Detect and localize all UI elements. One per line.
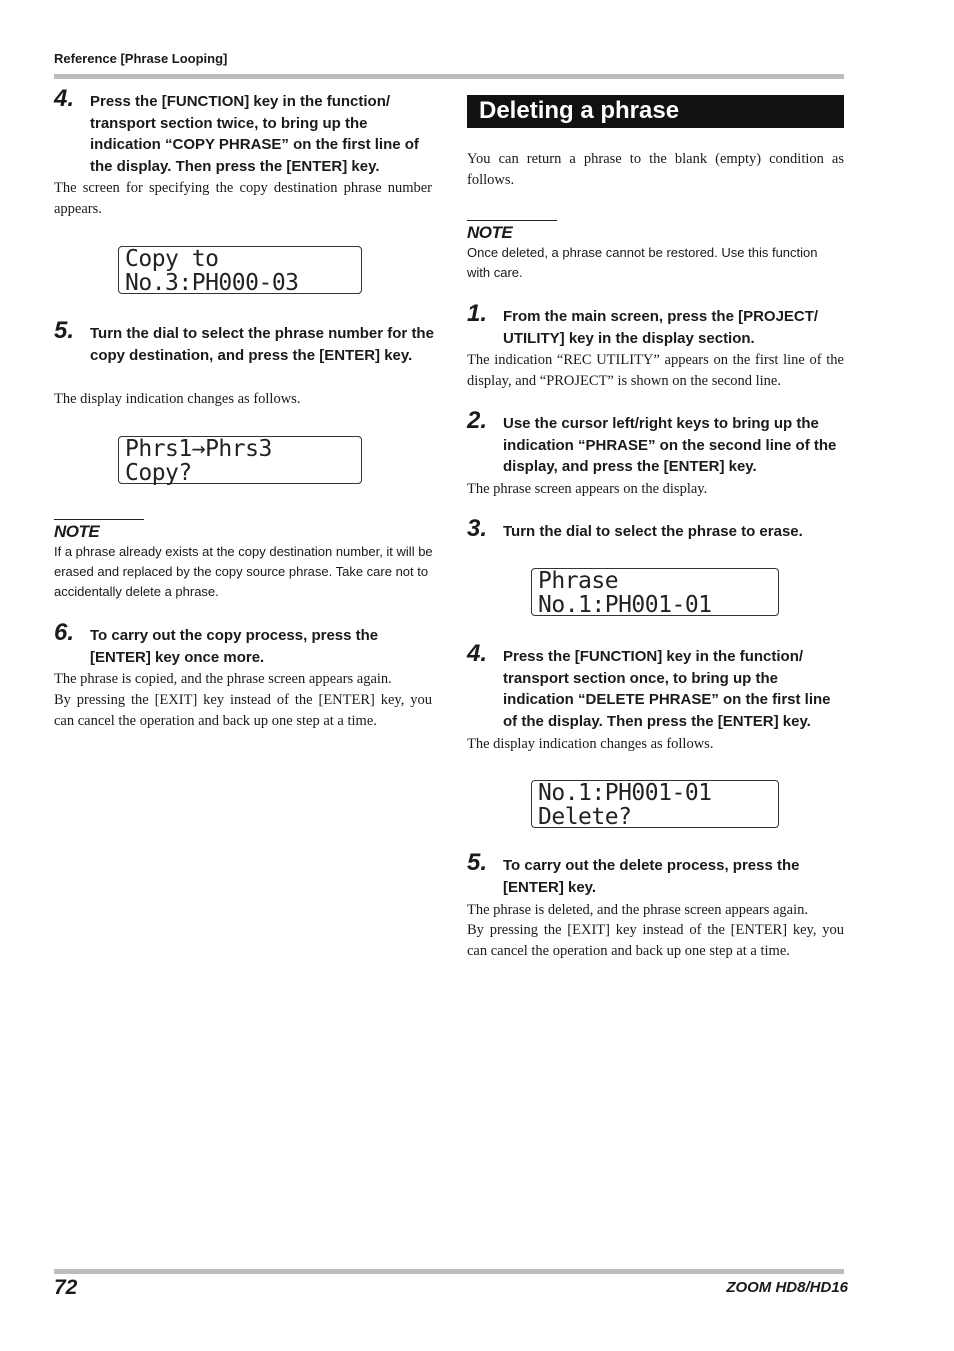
page-number: 72 (54, 1276, 78, 1299)
lcd-line-2: No.1:PH001-01 (538, 592, 712, 618)
step-number: 2. (467, 407, 488, 434)
step-number: 6. (54, 619, 75, 646)
step-instruction: Press the [FUNCTION] key in the function/ transport section twice, to bring up the indication “COPY PHRASE” on the first line of the display. Then press the [ENTER] key. (90, 93, 419, 175)
step-body: The phrase is copied, and the phrase screen appears again. (54, 671, 392, 687)
lcd-line-2: Copy? (125, 460, 192, 486)
step-instruction: From the main screen, press the [PROJECT/ UTILITY] key in the display section. (503, 308, 819, 347)
step-instruction: Press the [FUNCTION] key in the function/ transport section once, to bring up the indication “DELETE PHRASE” on the first line of the display. Then press the [ENTER] key. (503, 648, 831, 730)
lcd-display-phrase (531, 568, 779, 616)
lcd-line-2: No.3:PH000-03 (125, 270, 299, 296)
header-rule (54, 74, 844, 79)
lcd-display-copy-to (118, 246, 362, 294)
step-number: 4. (54, 85, 75, 112)
note-heading: NOTE (54, 519, 144, 542)
step-body: The display indication changes as follows. (467, 736, 714, 752)
lcd-display-delete (531, 780, 779, 828)
step-body: By pressing the [EXIT] key instead of the [ENTER] key, you can cancel the operation and back up one step at a time. (54, 692, 432, 729)
section-title: Deleting a phrase (467, 95, 844, 128)
lcd-line-1: Copy to (125, 246, 219, 272)
note-text: Once deleted, a phrase cannot be restored. Use this function with care. (467, 245, 818, 280)
lcd-line-2: Delete? (538, 804, 632, 830)
lcd-line-1: Phrs1→Phrs3 (125, 436, 272, 462)
step-instruction: Use the cursor left/right keys to bring up the indication “PHRASE” on the second line of the display, and press the [ENTER] key. (503, 415, 837, 475)
product-name: ZOOM HD8/HD16 (726, 1279, 848, 1296)
step-body: By pressing the [EXIT] key instead of the [ENTER] key, you can cancel the operation and back up one step at a time. (467, 922, 844, 959)
footer-rule (54, 1269, 844, 1274)
step-instruction: To carry out the delete process, press the [ENTER] key. (503, 857, 800, 896)
step-body: The display indication changes as follows. (54, 391, 301, 407)
note-heading: NOTE (467, 220, 557, 243)
running-header: Reference [Phrase Looping] (54, 51, 228, 66)
step-instruction: To carry out the copy process, press the [ENTER] key once more. (90, 627, 379, 666)
step-body: The phrase screen appears on the display. (467, 481, 708, 497)
step-number: 3. (467, 515, 488, 542)
step-number: 1. (467, 300, 488, 327)
step-number: 4. (467, 640, 488, 667)
step-number: 5. (54, 317, 75, 344)
step-instruction: Turn the dial to select the phrase number for the copy destination, and press the [ENTER] key. (90, 325, 434, 364)
note-text: If a phrase already exists at the copy destination number, it will be erased and replaced by the copy source phrase. Take care not to accidentally delete a phrase. (54, 544, 433, 599)
step-number: 5. (467, 849, 488, 876)
step-body: The screen for specifying the copy destination phrase number appears. (54, 180, 432, 217)
lcd-display-copy-confirm (118, 436, 362, 484)
step-instruction: Turn the dial to select the phrase to erase. (503, 523, 803, 540)
lcd-line-1: Phrase (538, 568, 619, 594)
step-body: The phrase is deleted, and the phrase screen appears again. (467, 902, 808, 918)
lcd-line-1: No.1:PH001-01 (538, 780, 712, 806)
step-body: The indication “REC UTILITY” appears on the first line of the display, and “PROJECT” is shown on the second line. (467, 352, 844, 389)
section-intro: You can return a phrase to the blank (empty) condition as follows. (467, 151, 844, 188)
